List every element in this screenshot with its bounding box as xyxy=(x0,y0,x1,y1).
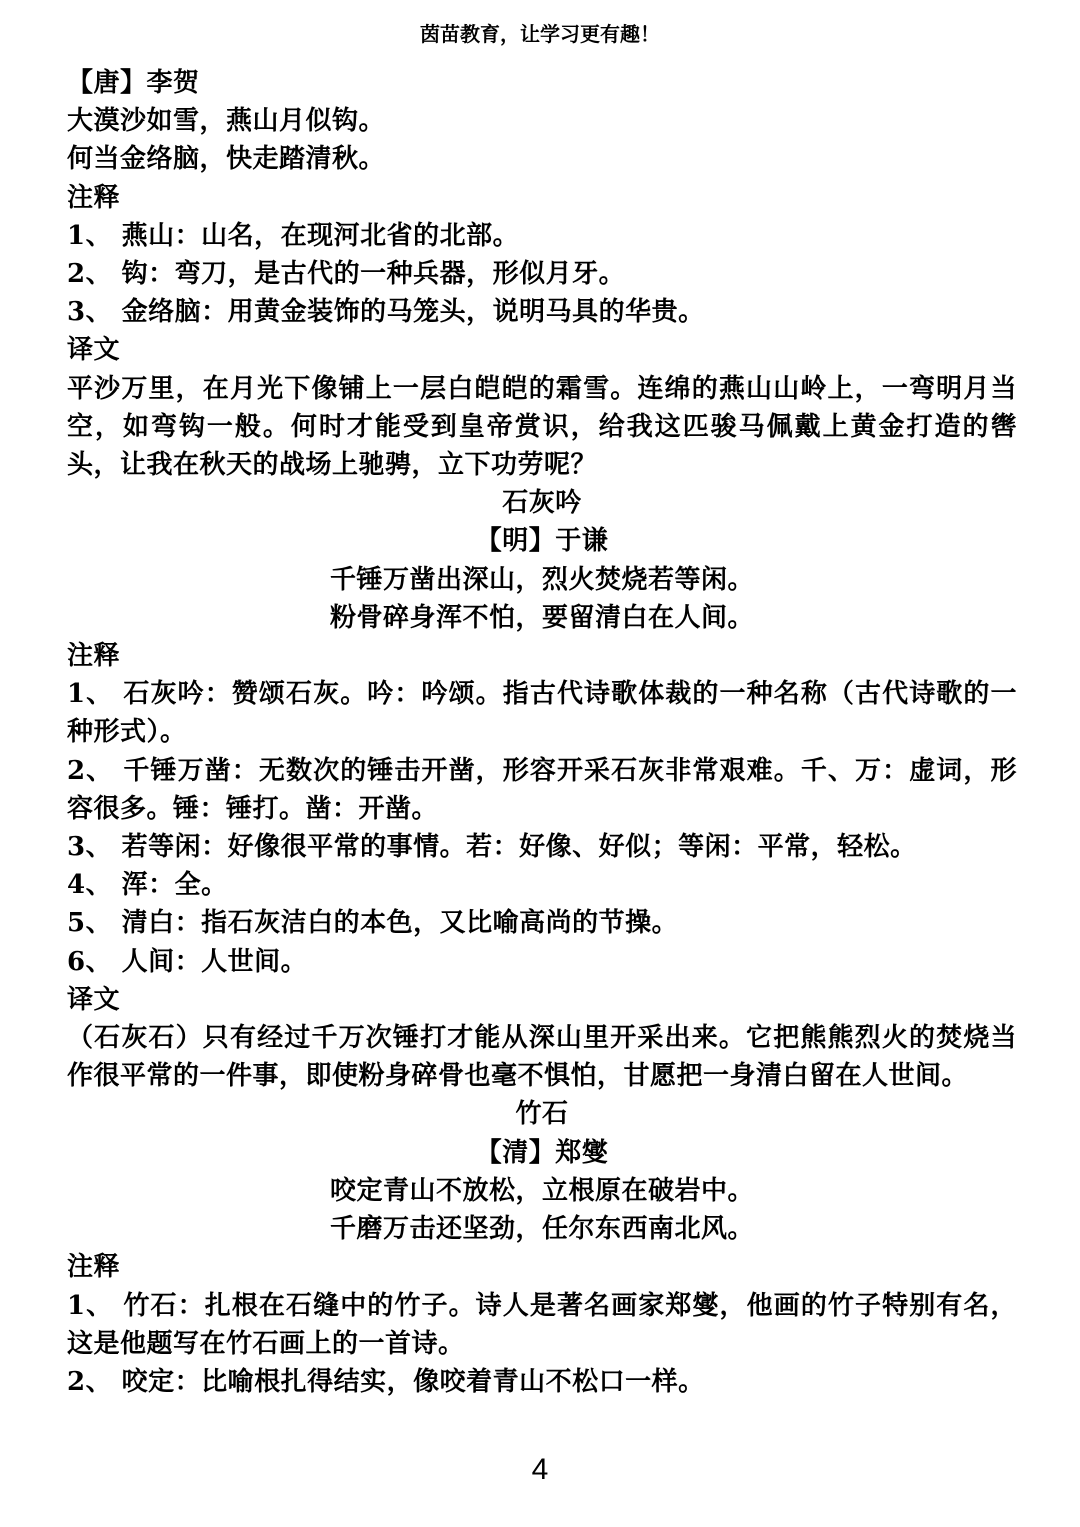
poem-line: 粉骨碎身浑不怕，要留清白在人间。 xyxy=(329,602,754,633)
poem-section xyxy=(67,1095,1017,1401)
poem-author: 【明】于谦 xyxy=(475,526,609,557)
note-item: 5、 清白：指石灰洁白的本色，又比喻高尚的节操。 xyxy=(67,908,679,939)
poem-line: 何当金络脑，快走踏清秋。 xyxy=(67,144,386,175)
note-item: 2、 钩：弯刀，是古代的一种兵器，形似月牙。 xyxy=(67,259,626,290)
note-item: 6、 人间：人世间。 xyxy=(67,946,308,977)
translation-text: 平沙万里，在月光下像铺上一层白皑皑的霜雪。连绵的燕山山岭上，一弯明月当空，如弯钩一般。何时才能受到皇帝赏识，给我这匹骏马佩戴上黄金打造的辔头，让我在秋天的战场上驰骋，立下功劳呢？ xyxy=(67,373,1017,481)
page-number: 4 xyxy=(531,1453,549,1486)
notes-heading: 注释 xyxy=(67,641,121,672)
poem-section xyxy=(67,484,1017,1095)
note-item: 3、 若等闲：好像很平常的事情。若：好像、好似；等闲：平常，轻松。 xyxy=(67,832,917,863)
translation-heading: 译文 xyxy=(67,335,121,366)
note-item: 1、 石灰吟：赞颂石灰。吟：吟颂。指古代诗歌体裁的一种名称（古代诗歌的一种形式）。 xyxy=(67,679,1017,748)
poem-line: 咬定青山不放松，立根原在破岩中。 xyxy=(329,1175,754,1206)
note-item: 4、 浑：全。 xyxy=(67,870,228,901)
notes-heading: 注释 xyxy=(67,1252,121,1283)
poem-line: 大漠沙如雪，燕山月似钩。 xyxy=(67,106,386,137)
notes-heading: 注释 xyxy=(67,182,121,213)
note-item: 2、 咬定：比喻根扎得结实，像咬着青山不松口一样。 xyxy=(67,1366,705,1397)
note-item: 3、 金络脑：用黄金装饰的马笼头，说明马具的华贵。 xyxy=(67,297,705,328)
poem-section xyxy=(67,64,1017,484)
translation-text: （石灰石）只有经过千万次锤打才能从深山里开采出来。它把熊熊烈火的焚烧当作很平常的一件事，即使粉身碎骨也毫不惧怕，甘愿把一身清白留在人世间。 xyxy=(67,1023,1017,1092)
poem-title: 竹石 xyxy=(515,1099,569,1130)
document-body xyxy=(67,64,1017,1401)
note-item: 1、 燕山：山名，在现河北省的北部。 xyxy=(67,220,520,251)
poem-author: 【清】郑燮 xyxy=(475,1137,609,1168)
note-item: 2、 千锤万凿：无数次的锤击开凿，形容开采石灰非常艰难。千、万：虚词，形容很多。锤：锤打。凿：开凿。 xyxy=(67,755,1017,824)
translation-heading: 译文 xyxy=(67,984,121,1015)
poem-line: 千锤万凿出深山，烈火焚烧若等闲。 xyxy=(329,564,754,595)
poem-author: 【唐】李贺 xyxy=(67,68,200,98)
note-item: 1、 竹石：扎根在石缝中的竹子。诗人是著名画家郑燮，他画的竹子特别有名，这是他题写在竹石画上的一首诗。 xyxy=(67,1290,1017,1359)
poem-line: 千磨万击还坚劲，任尔东西南北风。 xyxy=(329,1214,754,1245)
page-header: 茵苗教育，让学习更有趣！ xyxy=(420,22,660,46)
poem-title: 石灰吟 xyxy=(502,488,582,519)
